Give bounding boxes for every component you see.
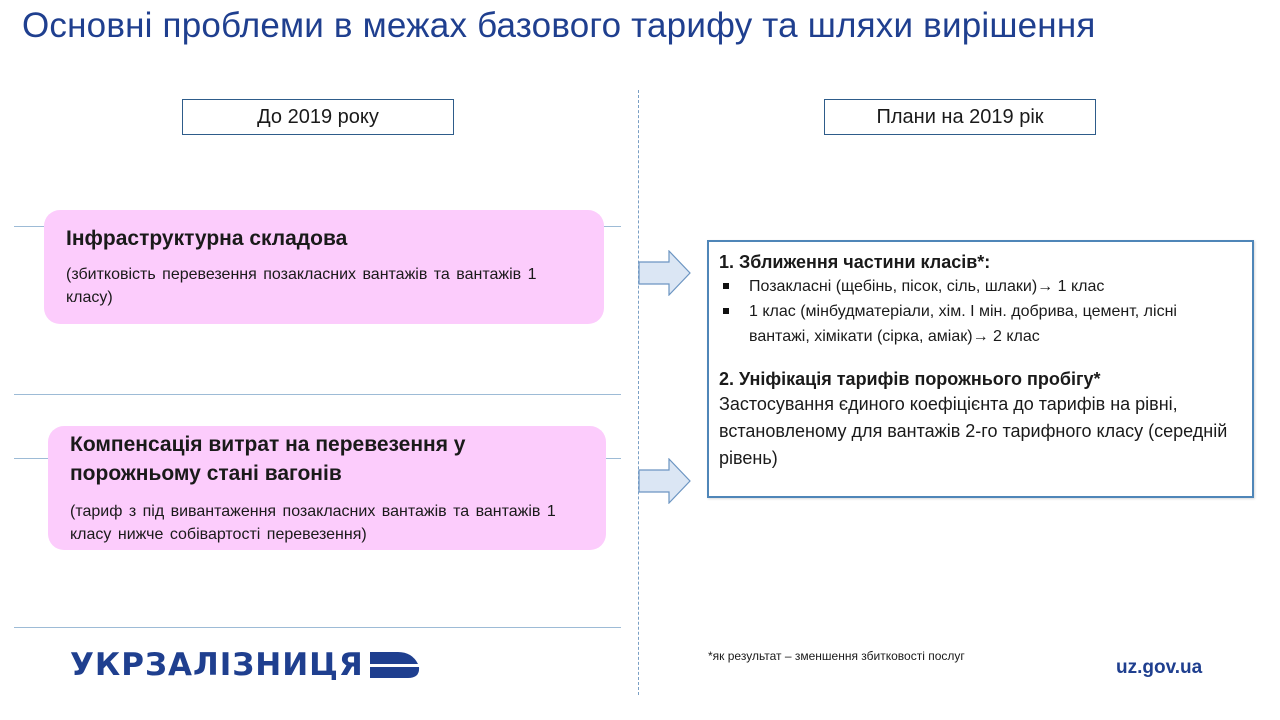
card-title: Інфраструктурна складова	[66, 227, 348, 250]
company-logo	[70, 645, 430, 685]
card-subtitle: (збитковість перевезення позакласних вантажів та вантажів 1 класу)	[66, 266, 537, 306]
list-item	[719, 299, 1240, 349]
logo-text: УКРЗАЛІЗНИЦЯ	[70, 647, 364, 683]
right-arrow-icon	[638, 250, 692, 296]
train-logo-icon	[368, 650, 420, 680]
left-column-header: До 2019 року	[182, 99, 454, 135]
list-item	[719, 274, 1240, 299]
plans-box	[707, 240, 1254, 498]
right-column-header: Плани на 2019 рік	[824, 99, 1096, 135]
plan-section-title: 2. Уніфікація тарифів порожнього пробігу*	[719, 369, 1101, 389]
list-item-text: 1 клас (мінбудматеріали, хім. І мін. добрива, цемент, лісні вантажі, хімікати (сірка, аміак)→ 2 клас	[749, 303, 1177, 345]
plan-section-text: Застосування єдиного коефіцієнта до тарифів на рівні, встановленому для вантажів 2-го тарифного класу (середній рівень)	[719, 394, 1228, 468]
footnote: *як результат – зменшення збитковості послуг	[708, 649, 965, 663]
bullet-square-icon	[723, 283, 729, 289]
website-link[interactable]: uz.gov.ua	[1116, 657, 1203, 678]
plan-section-title: 1. Зближення частини класів*:	[719, 252, 991, 272]
bullet-square-icon	[723, 308, 729, 314]
card-subtitle: (тариф з під вивантаження позакласних вантажів та вантажів 1 класу нижче собівартості перевезення)	[70, 503, 556, 543]
separator-line	[14, 627, 621, 628]
slide-title: Основні проблеми в межах базового тарифу та шляхи вирішення	[22, 6, 1096, 45]
card-title: Компенсація витрат на перевезення у порожньому стані вагонів	[70, 433, 466, 485]
problem-card-empty-wagons	[48, 426, 606, 550]
problem-card-infrastructure	[44, 210, 604, 324]
list-item-text: Позакласні (щебінь, пісок, сіль, шлаки)→ 1 клас	[749, 278, 1105, 295]
separator-line	[14, 394, 621, 395]
right-arrow-icon	[638, 458, 692, 504]
column-divider	[638, 90, 639, 695]
